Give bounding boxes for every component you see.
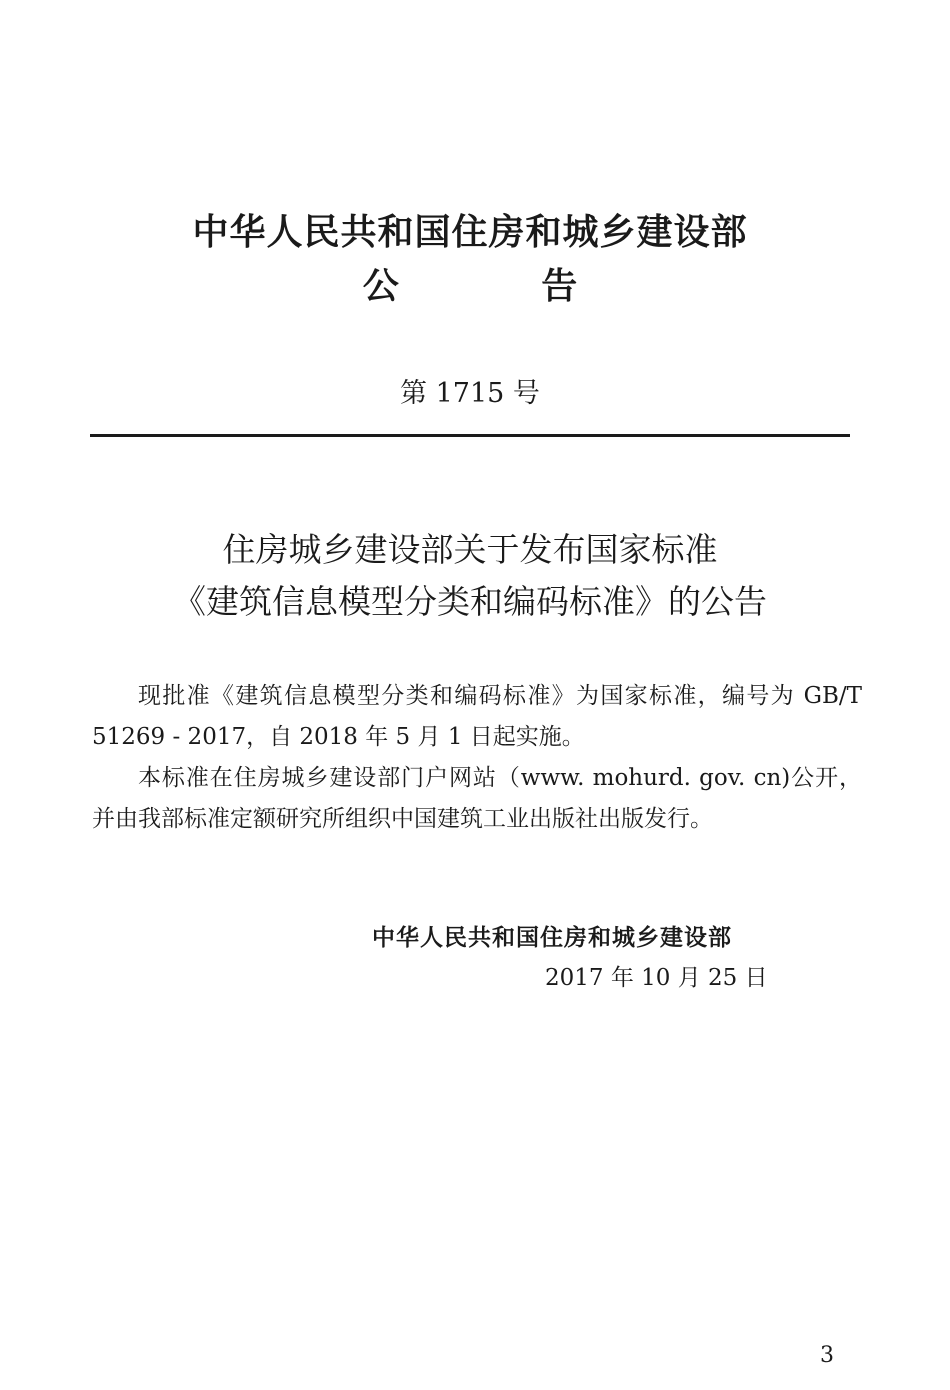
signature-date: 2017 年 10 月 25 日: [545, 965, 768, 991]
announcement-title-line-1: 住房城乡建设部关于发布国家标准: [222, 530, 718, 569]
signature-org: 中华人民共和国住房和城乡建设部: [372, 925, 732, 951]
header-divider: [90, 434, 850, 437]
document-number: 第 1715 号: [400, 378, 540, 409]
document-type-title: 公 告: [362, 266, 618, 307]
issuing-authority: 中华人民共和国住房和城乡建设部: [192, 212, 748, 253]
body-paragraph-2: 本标准在住房城乡建设部门户网站（www. mohurd. gov. cn)公开，并由我部标准定额研究所组织中国建筑工业出版社出版发行。: [92, 765, 862, 832]
announcement-body: [92, 676, 862, 840]
page-number: 3: [820, 1343, 834, 1368]
announcement-title-line-2: 《建筑信息模型分类和编码标准》的公告: [173, 582, 767, 621]
announcement-title: [0, 524, 940, 628]
body-paragraph-1: 现批准《建筑信息模型分类和编码标准》为国家标准，编号为 GB/T 51269 - 2017，自 2018 年 5 月 1 日起实施。: [92, 683, 862, 750]
